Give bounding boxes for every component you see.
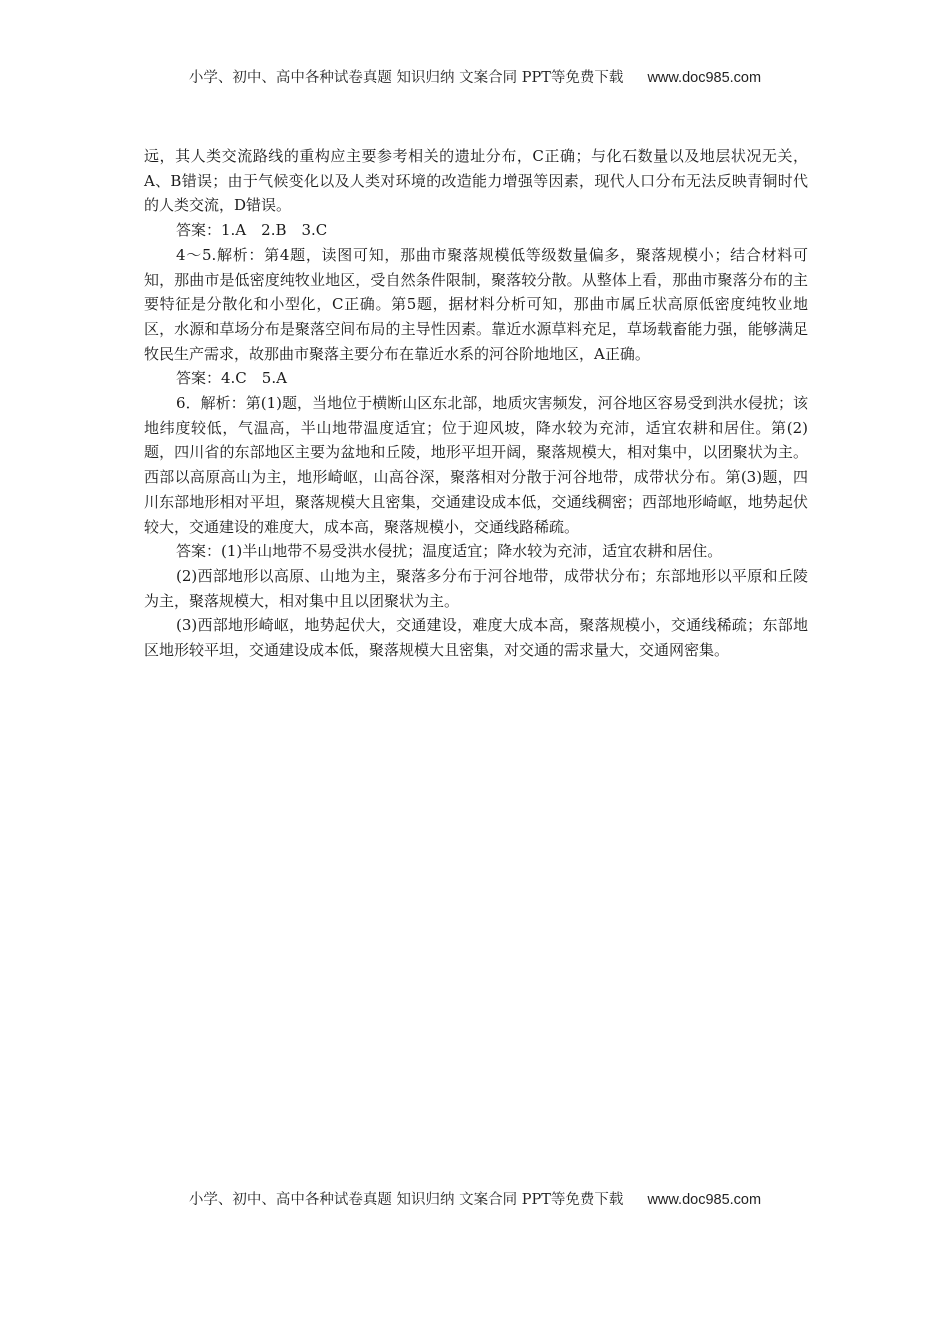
footer-url[interactable]: www.doc985.com — [647, 1192, 762, 1208]
paragraph-continuation: 远，其人类交流路线的重构应主要参考相关的遗址分布，C正确；与化石数量以及地层状况无关，A、B错误；由于气候变化以及人类对环境的改造能力增强等因素，现代人口分布无法反映青铜时代的人类交流，D错误。 — [144, 147, 808, 215]
page-footer — [0, 1190, 950, 1210]
answer-6-1: 答案：(1)半山地带不易受洪水侵扰；温度适宜；降水较为充沛，适宜农耕和居住。 — [176, 542, 723, 561]
analysis-6: 6．解析：第(1)题，当地位于横断山区东北部，地质灾害频发，河谷地区容易受到洪水侵扰；该地纬度较低，气温高，半山地带温度适宜；位于迎风坡，降水较为充沛，适宜农耕和居住。第(2)题，四川省的东部地区主要为盆地和丘陵，地形平坦开阔，聚落规模大，相对集中，以团聚状为主。西部以高原高山为主，地形崎岖，山高谷深，聚落相对分散于河谷地带，成带状分布。第(3)题，四川东部地形相对平坦，聚落规模大且密集，交通建设成本低，交通线稠密；西部地形崎岖，地势起伏较大，交通建设的难度大，成本高，聚落规模小，交通线路稀疏。 — [144, 394, 808, 536]
page-header — [0, 68, 950, 88]
analysis-4-5: 4～5.解析：第4题，读图可知，那曲市聚落规模低等级数量偏多，聚落规模小；结合材料可知，那曲市是低密度纯牧业地区，受自然条件限制，聚落较分散。从整体上看，那曲市聚落分布的主要特征是分散化和小型化，C正确。第5题，据材料分析可知，那曲市属丘状高原低密度纯牧业地区，水源和草场分布是聚落空间布局的主导性因素。靠近水源草料充足，草场载畜能力强，能够满足牧民生产需求，故那曲市聚落主要分布在靠近水系的河谷阶地地区，A正确。 — [144, 245, 808, 363]
document-body — [144, 144, 808, 663]
footer-text: 小学、初中、高中各种试卷真题 知识归纳 文案合同 PPT等免费下载 — [188, 1192, 624, 1208]
answer-1-3: 答案：1.A 2.B 3.C — [176, 221, 328, 240]
answer-6-2: (2)西部地形以高原、山地为主，聚落多分布于河谷地带，成带状分布；东部地形以平原和丘陵为主，聚落规模大，相对集中且以团聚状为主。 — [144, 566, 808, 610]
header-text: 小学、初中、高中各种试卷真题 知识归纳 文案合同 PPT等免费下载 — [188, 70, 624, 86]
answer-4-5: 答案：4.C 5.A — [176, 369, 287, 388]
header-url[interactable]: www.doc985.com — [647, 70, 762, 86]
answer-6-3: (3)西部地形崎岖，地势起伏大，交通建设，难度大成本高，聚落规模小，交通线稀疏；东部地区地形较平坦，交通建设成本低，聚落规模大且密集，对交通的需求量大，交通网密集。 — [144, 616, 808, 660]
